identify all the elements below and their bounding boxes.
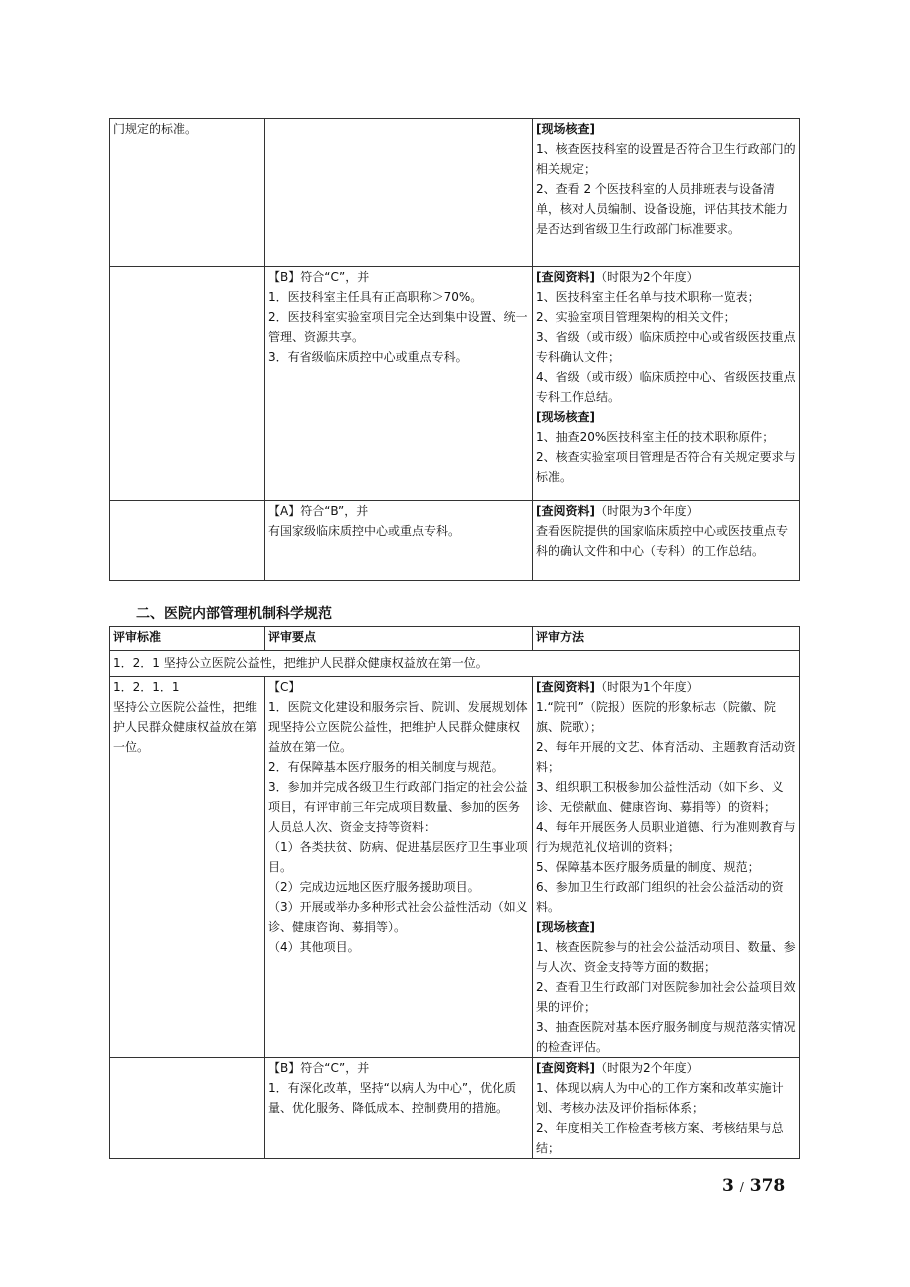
method-item: 1、核查医技科室的设置是否符合卫生行政部门的相关规定； — [536, 142, 796, 176]
onsite-check-heading: [现场核查] — [536, 122, 595, 136]
grade-heading: 【B】符合“C”，并 — [268, 270, 370, 284]
method-item: 1.“院刊”（院报）医院的形象标志（院徽、院旗、院歌）； — [536, 700, 776, 734]
method-item: 2、年度相关工作检查考核方案、考核结果与总结； — [536, 1121, 784, 1155]
page-separator: / — [739, 1180, 744, 1194]
clause-number: 1．2．1．1 — [113, 680, 180, 694]
table-row — [110, 501, 800, 581]
method-item: 3、省级（或市级）临床质控中心或省级医技重点专科确认文件； — [536, 330, 796, 364]
method-item: 3、抽查医院对基本医疗服务制度与规范落实情况的检查评估。 — [536, 1020, 796, 1054]
point-item: 3．有省级临床质控中心或重点专科。 — [268, 350, 468, 364]
column-header-standard: 评审标准 — [110, 627, 265, 651]
time-limit-note: （时限为2个年度） — [594, 1061, 699, 1075]
method-item: 1、医技科室主任名单与技术职称一览表； — [536, 290, 760, 304]
method-item: 1、核查医院参与的社会公益活动项目、数量、参与人次、资金支持等方面的数据； — [536, 940, 796, 974]
total-pages: 378 — [749, 1176, 786, 1196]
method-item: 1、抽查20%医技科室主任的技术职称原件； — [536, 430, 775, 444]
table-row — [110, 119, 800, 267]
point-item: （4）其他项目。 — [268, 940, 360, 954]
method-item: 4、省级（或市级）临床质控中心、省级医技重点专科工作总结。 — [536, 370, 796, 404]
point-item: （2）完成边远地区医疗服务援助项目。 — [268, 880, 480, 894]
method-cell — [533, 677, 800, 1058]
cell-text: 门规定的标准。 — [113, 122, 198, 136]
grade-heading: 【B】符合“C”，并 — [268, 1061, 370, 1075]
column-header-key-points: 评审要点 — [265, 627, 533, 651]
key-points-cell — [265, 119, 533, 267]
standard-cell — [110, 267, 265, 501]
point-item: 1．医院文化建设和服务宗旨、院训、发展规划体现坚持公立医院公益性，把维护人民群众健康权益放在第一位。 — [268, 700, 528, 754]
section-title: 二、医院内部管理机制科学规范 — [136, 606, 332, 622]
criteria-table-continued — [109, 118, 800, 581]
key-points-cell — [265, 677, 533, 1058]
key-points-cell — [265, 1058, 533, 1159]
time-limit-note: （时限为3个年度） — [594, 504, 699, 518]
point-item: （3）开展或举办多种形式社会公益性活动（如义诊、健康咨询、募捐等）。 — [268, 900, 528, 934]
time-limit-note: （时限为1个年度） — [594, 680, 699, 694]
point-item: 有国家级临床质控中心或重点专科。 — [268, 524, 461, 538]
review-docs-heading: [查阅资料] — [536, 504, 595, 518]
method-item: 2、核查实验室项目管理是否符合有关规定要求与标准。 — [536, 450, 796, 484]
time-limit-note: （时限为2个年度） — [594, 270, 699, 284]
onsite-check-heading: [现场核查] — [536, 920, 595, 934]
clause-text: 坚持公立医院公益性，把维护人民群众健康权益放在第一位。 — [113, 700, 258, 754]
clause-row: 1．2．1 坚持公立医院公益性，把维护人民群众健康权益放在第一位。 — [110, 651, 800, 677]
method-item: 3、组织职工积极参加公益性活动（如下乡、义诊、无偿献血、健康咨询、募捐等）的资料； — [536, 780, 784, 814]
table-row — [110, 677, 800, 1058]
point-item: 1．有深化改革，坚持“以病人为中心”，优化质量、优化服务、降低成本、控制费用的措施。 — [268, 1081, 517, 1115]
grade-heading: 【C】 — [268, 680, 301, 694]
current-page: 3 — [722, 1176, 734, 1196]
method-item: 5、保障基本医疗服务质量的制度、规范； — [536, 860, 760, 874]
method-cell — [533, 1058, 800, 1159]
method-item: 2、查看卫生行政部门对医院参加社会公益项目效果的评价； — [536, 980, 796, 1014]
method-item: 2、查看 2 个医技科室的人员排班表与设备清单，核对人员编制、设备设施，评估其技术能力是否达到省级卫生行政部门标准要求。 — [536, 182, 789, 236]
onsite-check-heading: [现场核查] — [536, 410, 595, 424]
point-item: 3．参加并完成各级卫生行政部门指定的社会公益项目，有评审前三年完成项目数量、参加的医务人员总人次、资金支持等资料： — [268, 780, 528, 834]
method-cell — [533, 119, 800, 267]
table-row — [110, 1058, 800, 1159]
method-item: 6、参加卫生行政部门组织的社会公益活动的资料。 — [536, 880, 784, 914]
point-item: 1．医技科室主任具有正高职称＞70%。 — [268, 290, 483, 304]
standard-cell — [110, 119, 265, 267]
table-row — [110, 651, 800, 677]
page-number — [722, 1176, 785, 1197]
method-cell — [533, 501, 800, 581]
point-item: （1）各类扶贫、防病、促进基层医疗卫生事业项目。 — [268, 840, 528, 874]
table-header-row — [110, 627, 800, 651]
method-item: 4、每年开展医务人员职业道德、行为准则教育与行为规范礼仪培训的资料； — [536, 820, 796, 854]
point-item: 2．有保障基本医疗服务的相关制度与规范。 — [268, 760, 504, 774]
column-header-method: 评审方法 — [533, 627, 800, 651]
grade-heading: 【A】符合“B”，并 — [268, 504, 369, 518]
table-row — [110, 267, 800, 501]
key-points-cell — [265, 267, 533, 501]
point-item: 2．医技科室实验室项目完全达到集中设置、统一管理、资源共享。 — [268, 310, 528, 344]
key-points-cell — [265, 501, 533, 581]
method-item: 2、实验室项目管理架构的相关文件； — [536, 310, 736, 324]
review-docs-heading: [查阅资料] — [536, 1061, 595, 1075]
method-item: 查看医院提供的国家临床质控中心或医技重点专科的确认文件和中心（专科）的工作总结。 — [536, 524, 789, 558]
method-item: 1、体现以病人为中心的工作方案和改革实施计划、考核办法及评价指标体系； — [536, 1081, 784, 1115]
standard-cell — [110, 1058, 265, 1159]
review-docs-heading: [查阅资料] — [536, 680, 595, 694]
standard-cell — [110, 677, 265, 1058]
standard-cell — [110, 501, 265, 581]
method-cell — [533, 267, 800, 501]
criteria-table — [109, 626, 800, 1159]
method-item: 2、每年开展的文艺、体育活动、主题教育活动资料； — [536, 740, 796, 774]
review-docs-heading: [查阅资料] — [536, 270, 595, 284]
